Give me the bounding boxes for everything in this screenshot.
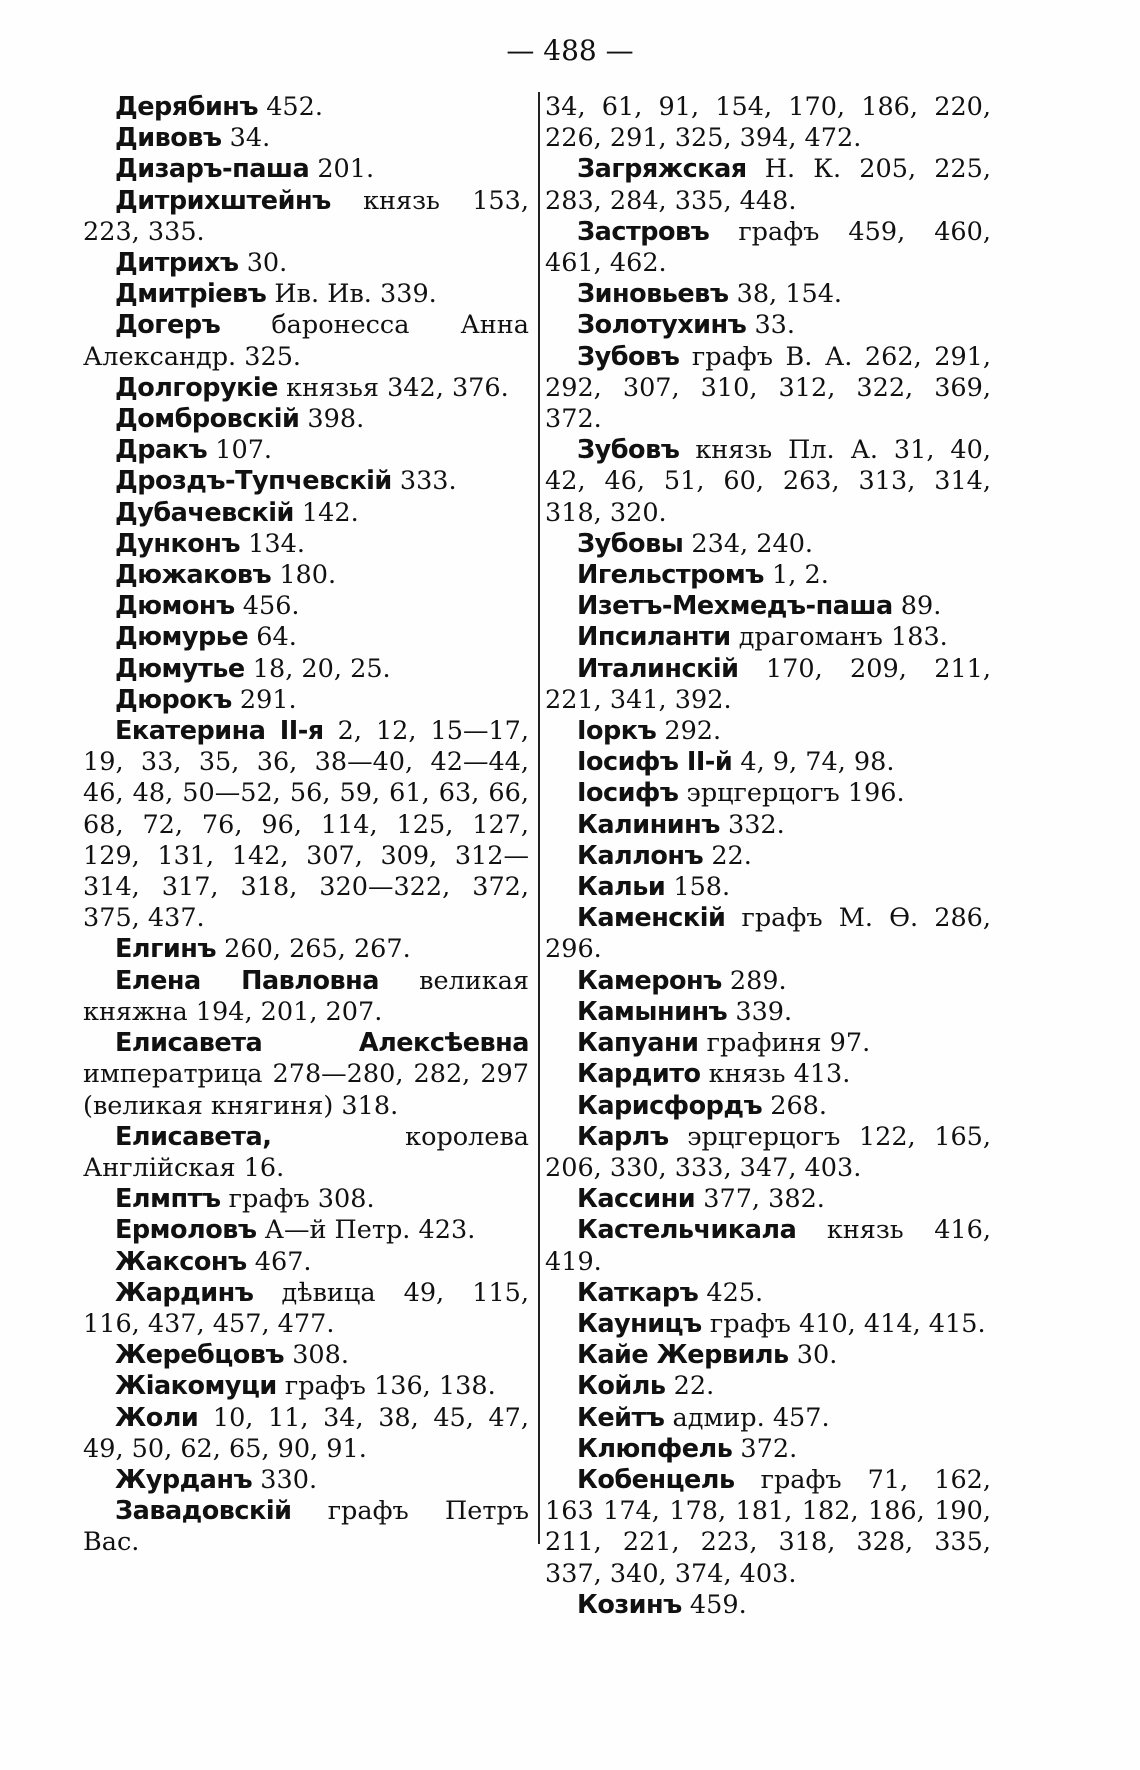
entry-name: Карисфордъ — [577, 1090, 763, 1121]
entry-references: 201. — [309, 154, 375, 185]
entry-name: Застровъ — [577, 216, 710, 247]
index-entry — [545, 435, 991, 529]
index-entry — [83, 466, 529, 497]
entry-name: Зиновьевъ — [577, 279, 729, 310]
entry-references: 1, 2. — [763, 560, 829, 591]
entry-name: Козинъ — [577, 1589, 682, 1620]
index-entry — [545, 810, 991, 841]
entry-name: Золотухинъ — [577, 310, 747, 341]
entry-references: 308. — [284, 1340, 349, 1371]
index-entry — [83, 1496, 529, 1558]
entry-name: Дюмурье — [115, 622, 249, 653]
entry-name: Дмитріевъ — [115, 279, 267, 310]
entry-name: Іосифъ II-й — [577, 747, 733, 778]
entry-name: Камынинъ — [577, 996, 728, 1027]
index-entry — [83, 1122, 529, 1184]
entry-references: графъ 410, 414, 415. — [701, 1308, 986, 1339]
entry-references: князь 416, 419. — [545, 1215, 991, 1277]
index-entry — [545, 310, 991, 341]
entry-references: 34, 61, 91, 154, 170, 186, 220, 226, 291, 325, 394, 472. — [545, 92, 991, 154]
entry-references: 330. — [252, 1464, 318, 1495]
index-entry — [545, 747, 991, 778]
entry-references: 22. — [703, 840, 752, 871]
index-entry — [83, 591, 529, 622]
entry-references: графъ М. Ѳ. 286, 296. — [545, 903, 991, 965]
index-column-left — [83, 92, 529, 1559]
entry-references: князь 413. — [700, 1059, 851, 1090]
entry-name: Дерябинъ — [115, 92, 259, 122]
entry-name: Жоли — [115, 1402, 199, 1433]
entry-references: А—й Петр. 423. — [256, 1215, 476, 1246]
entry-name: Италинскій — [577, 653, 739, 684]
entry-references: 333. — [391, 466, 457, 497]
entry-references: графъ 71, 162, 163 174, 178, 181, 182, 186, 190, 211, 221, 223, 318, 328, 335, 337, 340, 374, 403. — [545, 1464, 991, 1589]
entry-name: Карлъ — [577, 1121, 669, 1152]
index-entry — [545, 1122, 991, 1184]
entry-name: Каллонъ — [577, 840, 704, 871]
entry-references: графъ В. А. 262, 291, 292, 307, 310, 312, 322, 369, 372. — [545, 341, 991, 435]
index-entry — [83, 966, 529, 1028]
entry-references: 234, 240. — [683, 528, 814, 559]
entry-references: 467. — [246, 1246, 312, 1277]
entry-references: 372. — [732, 1433, 798, 1464]
index-entry — [83, 1184, 529, 1215]
index-entry — [545, 92, 991, 154]
entry-references: 425. — [698, 1277, 764, 1308]
index-column-right — [545, 92, 991, 1621]
index-entry — [83, 92, 529, 123]
entry-name: Дитрихъ — [115, 248, 239, 279]
entry-references: 332. — [719, 809, 785, 840]
entry-references: 170, 209, 211, 221, 341, 392. — [545, 653, 991, 715]
entry-name: Ипсиланти — [577, 622, 731, 653]
index-entry — [545, 654, 991, 716]
entry-name: Жеребцовъ — [115, 1340, 285, 1371]
entry-name: Дюрокъ — [115, 684, 232, 715]
entry-name: Дроздъ-Тупчевскій — [115, 466, 392, 497]
entry-name: Кауницъ — [577, 1308, 702, 1339]
entry-references: 89. — [892, 591, 942, 622]
index-entry — [83, 154, 529, 185]
entry-name: Екатерина II-я — [115, 716, 324, 747]
entry-name: Кастельчикала — [577, 1215, 797, 1246]
index-entry — [83, 1215, 529, 1246]
entry-name: Игельстромъ — [577, 560, 764, 591]
entry-references: 456. — [234, 591, 300, 622]
index-entry — [83, 1371, 529, 1402]
index-entry — [83, 498, 529, 529]
index-entry — [83, 560, 529, 591]
entry-references: 260, 265, 267. — [216, 934, 411, 965]
index-entry — [83, 716, 529, 934]
index-entry — [83, 279, 529, 310]
index-entry — [83, 123, 529, 154]
entry-name: Калининъ — [577, 809, 720, 840]
index-entry — [545, 1184, 991, 1215]
entry-name: Изетъ-Мехмедъ-паша — [577, 591, 893, 622]
index-entry — [545, 279, 991, 310]
entry-references: 30. — [788, 1340, 838, 1371]
entry-references: великая княжна 194, 201, 207. — [83, 965, 529, 1027]
entry-name: Кардито — [577, 1059, 701, 1090]
entry-references: 33. — [746, 310, 796, 341]
index-entry — [83, 1028, 529, 1122]
index-entry — [545, 778, 991, 809]
entry-name: Дубачевскій — [115, 497, 294, 528]
entry-references: эрцгерцогъ 122, 165, 206, 330, 333, 347, 403. — [545, 1121, 991, 1183]
entry-references: Н. К. 205, 225, 283, 284, 335, 448. — [545, 154, 991, 216]
index-entry — [83, 404, 529, 435]
index-entry — [545, 1434, 991, 1465]
index-entry — [545, 1340, 991, 1371]
entry-references: Ив. Ив. 339. — [266, 279, 437, 310]
entry-name: Дунконъ — [115, 528, 241, 559]
entry-references: эрцгерцогъ 196. — [678, 778, 905, 809]
entry-name: Ермоловъ — [115, 1215, 257, 1246]
entry-references: баронесса Анна Александр. 325. — [83, 310, 529, 372]
column-divider — [538, 92, 540, 1544]
entry-name: Іосифъ — [577, 778, 679, 809]
entry-name: Елисавета, — [115, 1121, 272, 1152]
entry-references: графъ 459, 460, 461, 462. — [545, 216, 991, 279]
entry-name: Зубовъ — [577, 435, 680, 466]
entry-name: Койль — [577, 1371, 666, 1402]
entry-name: Долгорукіе — [115, 372, 278, 403]
index-entry — [83, 934, 529, 965]
entry-name: Дитрихштейнъ — [115, 185, 331, 216]
index-entry — [545, 217, 991, 279]
entry-references: князь Пл. А. 31, 40, 42, 46, 51, 60, 263, 313, 314, 318, 320. — [545, 435, 991, 528]
entry-name: Жардинъ — [115, 1277, 254, 1308]
index-entry — [545, 1215, 991, 1277]
entry-references: 30. — [238, 248, 288, 279]
entry-references: 459. — [681, 1589, 747, 1620]
entry-references: королева Англійская 16. — [83, 1121, 529, 1183]
index-entry — [545, 342, 991, 436]
entry-references: 107. — [207, 435, 273, 466]
entry-name: Камеронъ — [577, 965, 722, 996]
entry-references: 268. — [762, 1090, 828, 1121]
index-entry — [545, 560, 991, 591]
entry-name: Кассини — [577, 1184, 696, 1215]
index-entry — [83, 1340, 529, 1371]
entry-name: Дюмонъ — [115, 591, 235, 622]
index-entry — [545, 1091, 991, 1122]
entry-name: Загряжская — [577, 154, 747, 185]
entry-name: Елена Павловна — [115, 965, 379, 996]
index-entry — [545, 903, 991, 965]
index-entry — [83, 310, 529, 372]
entry-name: Кальи — [577, 872, 666, 903]
index-entry — [83, 435, 529, 466]
index-entry — [545, 1371, 991, 1402]
entry-name: Домбровскій — [115, 404, 300, 435]
index-entry — [545, 997, 991, 1028]
entry-name: Каткаръ — [577, 1277, 699, 1308]
entry-references: 452. — [258, 92, 323, 122]
entry-name: Кейтъ — [577, 1402, 665, 1433]
index-entry — [545, 841, 991, 872]
entry-references: драгоманъ 183. — [730, 622, 948, 653]
entry-references: 22. — [665, 1371, 715, 1402]
entry-name: Іоркъ — [577, 716, 657, 747]
index-entry — [545, 591, 991, 622]
index-entry — [545, 154, 991, 216]
index-entry — [545, 1590, 991, 1621]
entry-references: 291. — [231, 684, 297, 715]
entry-references: графиня 97. — [698, 1028, 871, 1059]
index-entry — [545, 529, 991, 560]
entry-references: дѣвица 49, 115, 116, 437, 457, 477. — [83, 1277, 529, 1339]
entry-name: Елисавета Алексѣевна — [115, 1028, 529, 1059]
entry-references: 34. — [221, 123, 271, 154]
entry-name: Жіакомуци — [115, 1371, 277, 1402]
entry-name: Кобенцель — [577, 1464, 735, 1495]
entry-name: Елмптъ — [115, 1184, 221, 1215]
entry-references: 289. — [721, 965, 787, 996]
entry-references: адмир. 457. — [664, 1402, 830, 1433]
entry-references: 292. — [656, 716, 722, 747]
entry-references: 38, 154. — [728, 279, 843, 310]
entry-references: графъ Петръ Вас. — [83, 1496, 529, 1558]
entry-name: Зубовы — [577, 528, 684, 559]
entry-references: императрица 278—280, 282, 297 (великая княгиня) 318. — [83, 1059, 529, 1121]
entry-references: 134. — [240, 528, 305, 559]
index-entry — [545, 1278, 991, 1309]
index-entry — [83, 248, 529, 279]
entry-name: Каменскій — [577, 903, 726, 934]
entry-references: 10, 11, 34, 38, 45, 47, 49, 50, 62, 65, 90, 91. — [83, 1402, 529, 1464]
entry-references: 158. — [665, 872, 731, 903]
index-entry — [83, 1403, 529, 1465]
index-entry — [83, 1247, 529, 1278]
entry-name: Догеръ — [115, 310, 221, 341]
entry-name: Завадовскій — [115, 1496, 292, 1527]
entry-references: графъ 308. — [220, 1184, 375, 1215]
entry-references: 339. — [727, 996, 793, 1027]
index-entry — [545, 872, 991, 903]
entry-name: Дюжаковъ — [115, 560, 272, 591]
index-entry — [83, 1465, 529, 1496]
entry-name: Дюмутье — [115, 653, 245, 684]
entry-references: 4, 9, 74, 98. — [732, 747, 895, 778]
entry-name: Елгинъ — [115, 934, 217, 965]
entry-references: князь 153, 223, 335. — [83, 185, 529, 247]
entry-name: Дивовъ — [115, 123, 222, 154]
entry-name: Капуани — [577, 1028, 699, 1059]
entry-name: Кайе Жервиль — [577, 1340, 789, 1371]
index-entry — [83, 373, 529, 404]
entry-references: 377, 382. — [695, 1184, 825, 1215]
index-entry — [83, 622, 529, 653]
entry-references: князья 342, 376. — [277, 372, 509, 403]
index-entry — [545, 716, 991, 747]
entry-references: 180. — [271, 560, 337, 591]
index-entry — [83, 186, 529, 248]
entry-references: 64. — [248, 622, 297, 653]
index-entry — [83, 685, 529, 716]
index-entry — [545, 966, 991, 997]
index-entry — [545, 1403, 991, 1434]
entry-name: Дракъ — [115, 435, 208, 466]
entry-name: Жаксонъ — [115, 1246, 247, 1277]
entry-references: 18, 20, 25. — [244, 653, 391, 684]
entry-name: Журданъ — [115, 1464, 253, 1495]
index-entry — [83, 529, 529, 560]
entry-name: Клюпфель — [577, 1433, 733, 1464]
entry-name: Дизаръ-паша — [115, 154, 310, 185]
entry-references: 2, 12, 15—17, 19, 33, 35, 36, 38—40, 42—44, 46, 48, 50—52, 56, 59, 61, 63, 66, 68, 72, 76, 96, 114, 125, 127, 129, 131, 142, 307, 309, 312—314, 317, 318, 320—322, 372, 375, 437. — [83, 716, 530, 934]
index-entry — [545, 1059, 991, 1090]
index-entry — [545, 622, 991, 653]
index-entry — [545, 1309, 991, 1340]
index-entry — [545, 1465, 991, 1590]
index-entry — [83, 1278, 529, 1340]
entry-references: графъ 136, 138. — [276, 1371, 496, 1402]
entry-references: 398. — [299, 404, 365, 435]
entry-references: 142. — [293, 497, 359, 528]
page-number: — 488 — — [506, 34, 634, 67]
index-entry — [83, 654, 529, 685]
entry-name: Зубовъ — [577, 341, 680, 372]
index-entry — [545, 1028, 991, 1059]
